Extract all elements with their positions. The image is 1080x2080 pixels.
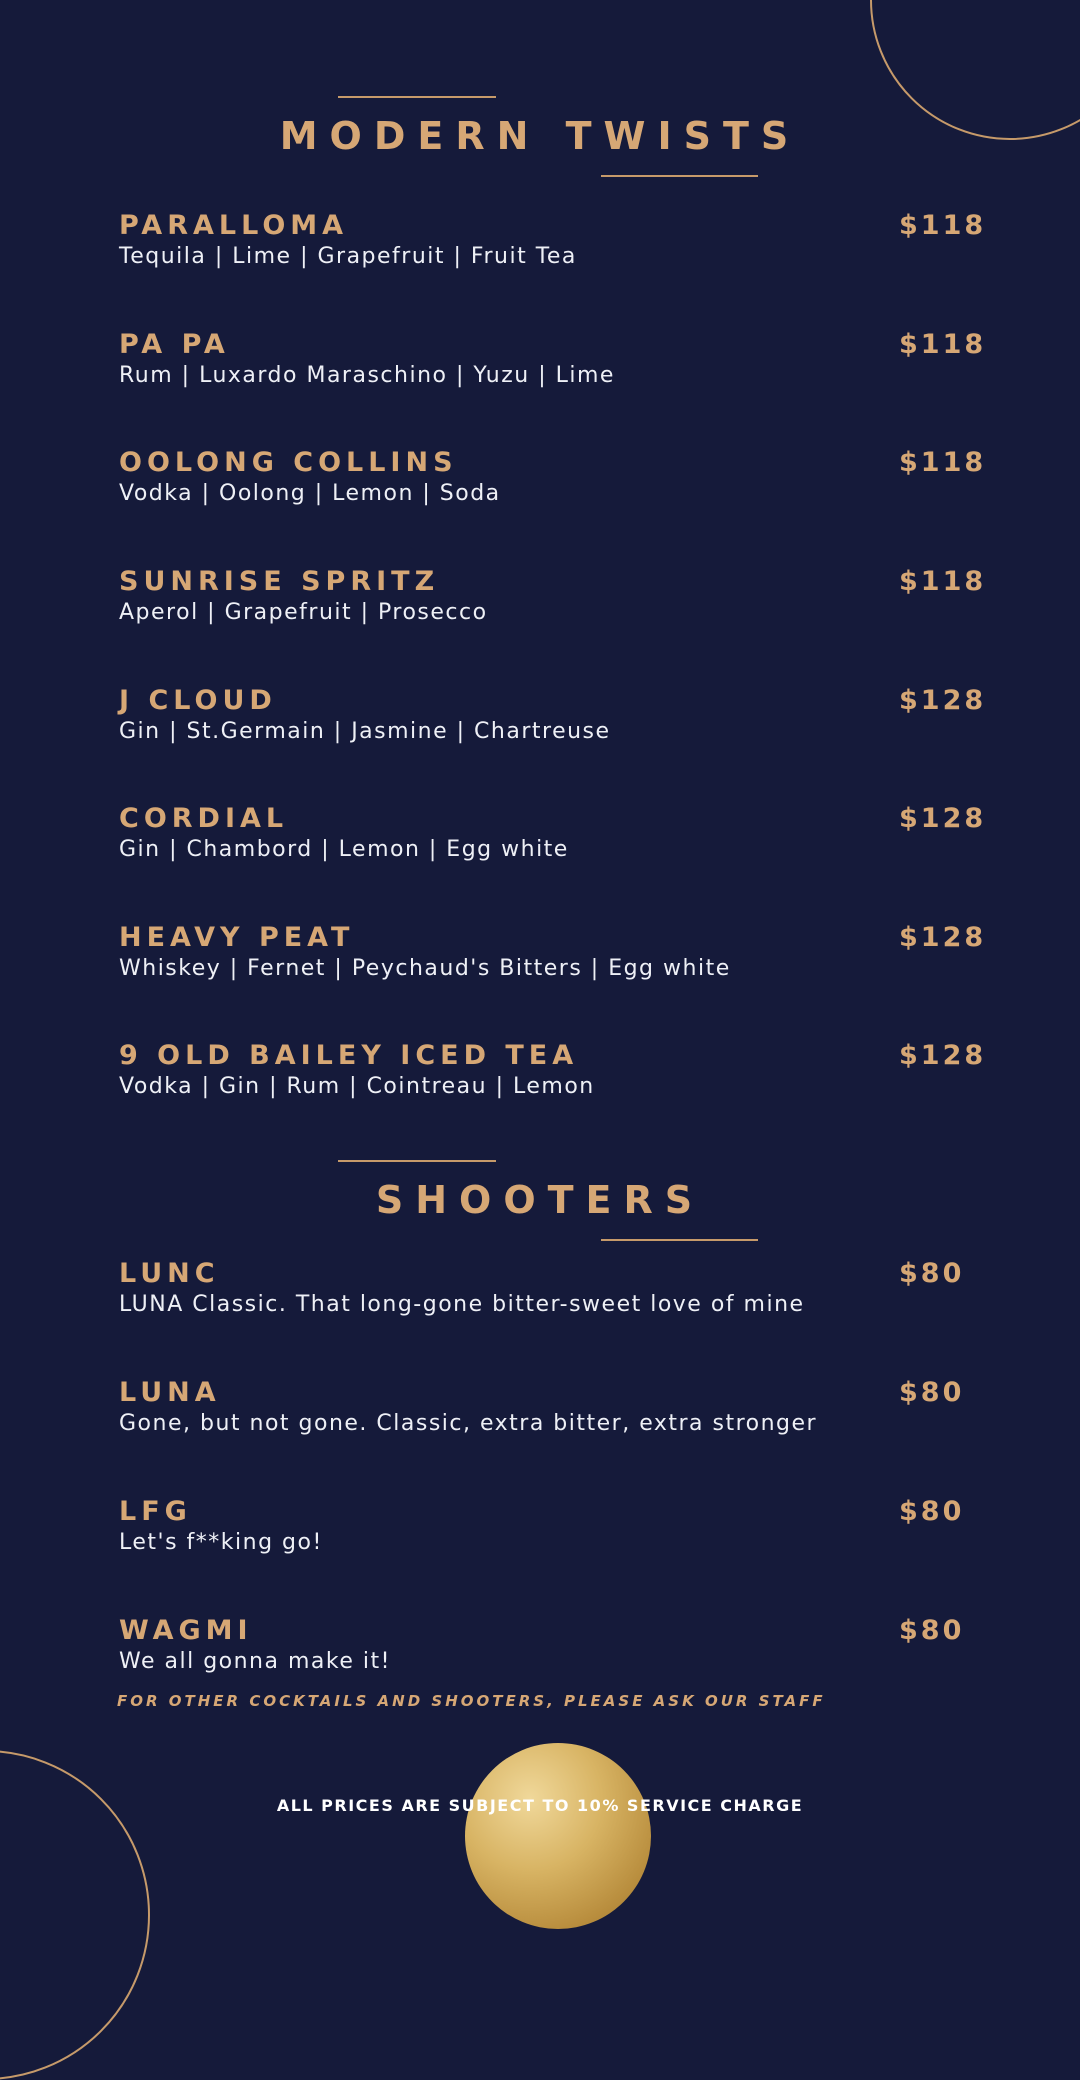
item-description: Aperol | Grapefruit | Prosecco [119, 600, 488, 625]
item-description: Gin | St.Germain | Jasmine | Chartreuse [119, 719, 611, 744]
service-charge-footer: ALL PRICES ARE SUBJECT TO 10% SERVICE CHARGE [276, 1796, 804, 1815]
item-description: Gone, but not gone. Classic, extra bitter, extra stronger [119, 1411, 818, 1436]
menu-item [119, 922, 989, 1002]
menu-item [119, 1040, 989, 1120]
item-name: LUNC [119, 1258, 220, 1289]
section-title-shooters: SHOOTERS [375, 1178, 705, 1222]
item-price: $80 [899, 1377, 965, 1408]
item-description: Vodka | Gin | Rum | Cointreau | Lemon [119, 1074, 595, 1099]
item-price: $80 [899, 1615, 965, 1646]
item-name: LUNA [119, 1377, 221, 1408]
menu-item [119, 1258, 989, 1338]
item-description: Gin | Chambord | Lemon | Egg white [119, 837, 569, 862]
item-name: J CLOUD [119, 685, 277, 716]
item-name: PA PA [119, 329, 230, 360]
item-name: SUNRISE SPRITZ [119, 566, 440, 597]
item-name: CORDIAL [119, 803, 289, 834]
menu-item [119, 803, 989, 883]
menu-item [119, 1496, 989, 1576]
menu-item [119, 1377, 989, 1457]
item-description: Rum | Luxardo Maraschino | Yuzu | Lime [119, 363, 615, 388]
item-description: Vodka | Oolong | Lemon | Soda [119, 481, 501, 506]
item-name: PARALLOMA [119, 210, 349, 241]
menu-item [119, 447, 989, 527]
section-title-modern-twists: MODERN TWISTS [279, 114, 801, 158]
item-description: LUNA Classic. That long-gone bitter-sweet love of mine [119, 1292, 805, 1317]
item-description: Whiskey | Fernet | Peychaud's Bitters | Egg white [119, 956, 731, 981]
menu-item [119, 566, 989, 646]
menu-item [119, 329, 989, 409]
item-name: OOLONG COLLINS [119, 447, 458, 478]
item-price: $128 [899, 803, 987, 834]
item-description: We all gonna make it! [119, 1649, 391, 1674]
staff-note: FOR OTHER COCKTAILS AND SHOOTERS, PLEASE ASK OUR STAFF [117, 1692, 826, 1710]
item-price: $128 [899, 685, 987, 716]
item-description: Tequila | Lime | Grapefruit | Fruit Tea [119, 244, 577, 269]
item-name: HEAVY PEAT [119, 922, 355, 953]
gold-moon-ornament [465, 1743, 651, 1929]
menu-item [119, 210, 989, 290]
title-rule-top [338, 96, 496, 98]
title-rule-top [338, 1160, 496, 1162]
item-name: WAGMI [119, 1615, 253, 1646]
item-price: $128 [899, 922, 987, 953]
item-price: $80 [899, 1258, 965, 1289]
item-price: $118 [899, 210, 987, 241]
item-price: $118 [899, 329, 987, 360]
item-price: $118 [899, 447, 987, 478]
title-rule-bottom [601, 1239, 758, 1241]
item-price: $80 [899, 1496, 965, 1527]
item-price: $118 [899, 566, 987, 597]
item-price: $128 [899, 1040, 987, 1071]
item-name: 9 OLD BAILEY ICED TEA [119, 1040, 579, 1071]
item-description: Let's f**king go! [119, 1530, 323, 1555]
menu-item [119, 685, 989, 765]
title-rule-bottom [601, 175, 758, 177]
menu-item [119, 1615, 989, 1695]
item-name: LFG [119, 1496, 192, 1527]
